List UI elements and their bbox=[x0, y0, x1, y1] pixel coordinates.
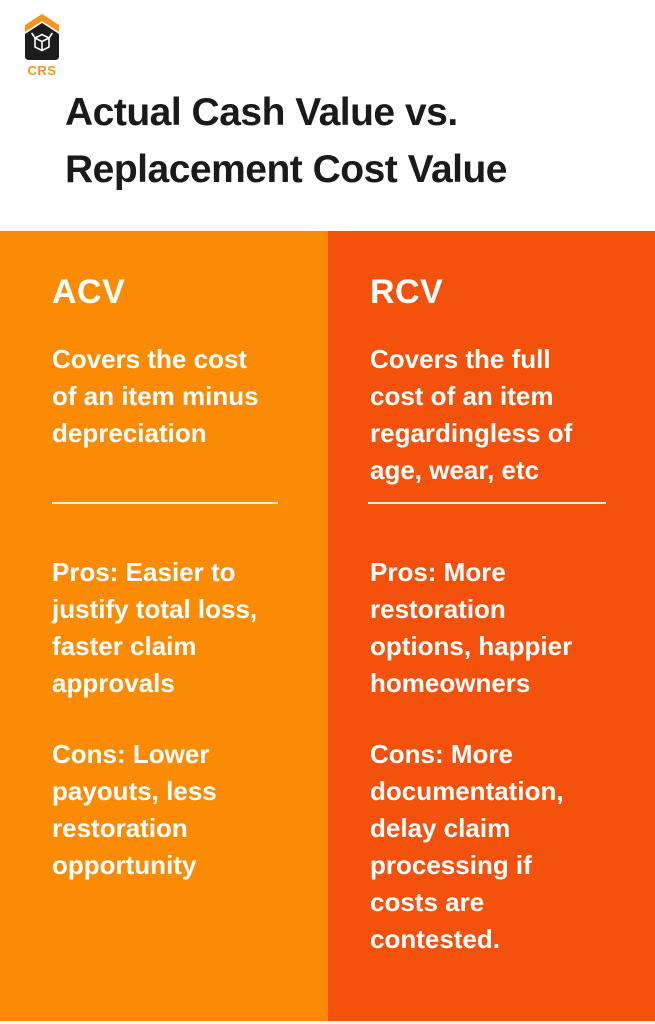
acv-description: Covers the cost of an item minus depreciation bbox=[52, 344, 259, 448]
acv-cons: Cons: Lower payouts, less restoration opportunity bbox=[52, 739, 217, 880]
crs-logo-label: CRS bbox=[27, 63, 57, 78]
acv-column bbox=[0, 231, 328, 1021]
comparison-columns bbox=[0, 231, 655, 1021]
rcv-header: RCV bbox=[370, 273, 444, 311]
acv-header: ACV bbox=[52, 273, 126, 311]
rcv-column bbox=[328, 231, 655, 1021]
acv-pros: Pros: Easier to justify total loss, faster claim approvals bbox=[52, 557, 258, 698]
rcv-description: Covers the full cost of an item regardingless of age, wear, etc bbox=[370, 344, 573, 485]
rcv-divider bbox=[368, 502, 606, 504]
rcv-cons: Cons: More documentation, delay claim processing if costs are contested. bbox=[370, 739, 564, 954]
house-box-icon bbox=[22, 12, 62, 61]
crs-logo bbox=[20, 12, 64, 78]
rcv-pros: Pros: More restoration options, happier homeowners bbox=[370, 557, 573, 698]
acv-divider bbox=[52, 502, 278, 504]
page-title: Actual Cash Value vs. Replacement Cost Value bbox=[65, 91, 507, 191]
